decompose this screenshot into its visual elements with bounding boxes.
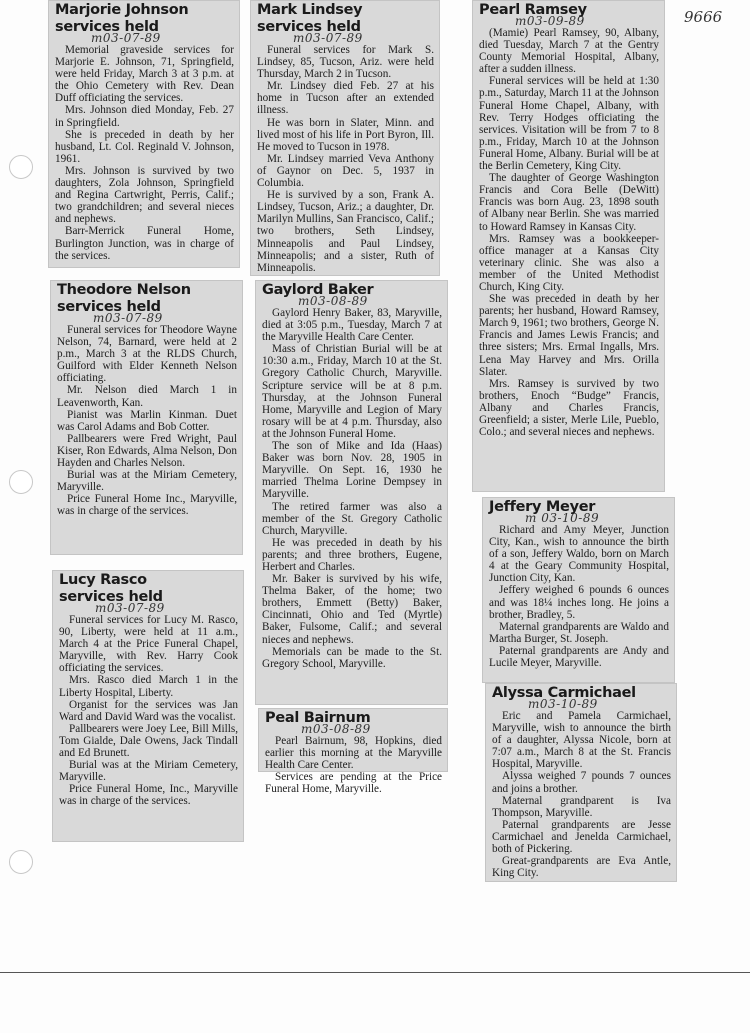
handwritten-date: m03-07-89 bbox=[93, 311, 163, 325]
handwritten-date: m03-07-89 bbox=[91, 31, 161, 45]
paragraph: Mrs. Ramsey is survived by two brothers, Enoch “Budge” Francis, Albany and Charles Francis, Greenfield; a sister, Merle Lile, Pueblo, Colo.; and several nieces and nephews. bbox=[479, 377, 659, 439]
punch-hole bbox=[9, 850, 33, 874]
headline: Theodore Nelson services held bbox=[57, 282, 191, 315]
paragraph: Mrs. Johnson is survived by two daughters, Zola Johnson, Springfield and Regina Cartwright, Perris, Calif.; two grandchildren; and several nieces and nephews. bbox=[55, 164, 234, 226]
paragraph: Mr. Lindsey married Veva Anthony of Gaynor on Dec. 5, 1937 in Columbia. bbox=[257, 152, 434, 190]
clipping-mark-lindsey bbox=[250, 0, 440, 276]
paragraph: The son of Mike and Ida (Haas) Baker was born Nov. 28, 1905 in Maryville. On Sept. 16, 1930 he married Thelma Lorine Dempsey in Maryville. bbox=[262, 440, 442, 501]
paragraph: (Mamie) Pearl Ramsey, 90, Albany, died Tuesday, March 7 at the Gentry County Memorial Hospital, Albany, after a sudden illness. bbox=[479, 27, 659, 76]
paragraph: Jeffery weighed 6 pounds 6 ounces and was 18¼ inches long. He joins a brother, Bradley, 5. bbox=[489, 584, 669, 621]
paragraph: Maternal grandparent is Iva Thompson, Maryville. bbox=[492, 794, 671, 819]
paragraph: Mr. Baker is survived by his wife, Thelma Baker, of the home; two brothers, Emmett (Betty) Baker, Cincinnati, Ohio and Ted (Myrtle) Baker, Fulsome, Calif.; and several nieces and nephews. bbox=[262, 573, 442, 646]
paragraph: The retired farmer was also a member of the St. Gregory Catholic Church, Maryville. bbox=[262, 500, 442, 537]
paragraph: Funeral services for Lucy M. Rasco, 90, Liberty, were held at 11 a.m., March 4 at the Price Funeral Chapel, Maryville, with Rev. Harry Cook officiating the services. bbox=[59, 614, 238, 675]
paragraph: Barr-Merrick Funeral Home, Burlington Junction, was in charge of the services. bbox=[55, 225, 234, 262]
paragraph: Burial was at the Miriam Cemetery, Maryville. bbox=[59, 759, 238, 784]
headline: Alyssa Carmichael bbox=[492, 685, 636, 701]
punch-hole bbox=[9, 155, 33, 179]
paragraph: Funeral services will be held at 1:30 p.m., Saturday, March 11 at the Johnson Funeral Home Chapel, Albany, with Rev. Terry Hodges officiating the services. Visitation will be from 7 to 8 p.m., Friday, March 10 at the Johnson Funeral Home, Albany. Burial will be at the Berlin Cemetery, King City. bbox=[479, 75, 659, 173]
paragraph: Mr. Lindsey died Feb. 27 at his home in Tucson after an extended illness. bbox=[257, 80, 434, 117]
paragraph: Maternal grandparents are Waldo and Martha Burger, St. Joseph. bbox=[489, 620, 669, 645]
headline: Mark Lindsey services held bbox=[257, 2, 363, 35]
paragraph: Pianist was Marlin Kinman. Duet was Carol Adams and Bob Cotter. bbox=[57, 408, 237, 433]
paragraph: Paternal grandparents are Jesse Carmichael and Jenelda Carmichael, both of Pickering. bbox=[492, 818, 671, 856]
clipping-theodore-nelson bbox=[50, 280, 243, 555]
paragraph: He was preceded in death by his parents; and three brothers, Eugene, Herbert and Charles. bbox=[262, 536, 442, 573]
paragraph: She is preceded in death by her husband, Lt. Col. Reginald V. Johnson, 1961. bbox=[55, 128, 234, 165]
paragraph: Alyssa weighed 7 pounds 7 ounces and joins a brother. bbox=[492, 770, 671, 795]
paragraph: He was born in Slater, Minn. and lived most of his life in Port Byron, Ill. He moved to Tucson in 1978. bbox=[257, 116, 434, 153]
handwritten-date: m03-10-89 bbox=[528, 697, 598, 711]
headline: Gaylord Baker bbox=[262, 282, 374, 298]
clipping-lucy-rasco bbox=[52, 570, 244, 842]
handwritten-date: m03-08-89 bbox=[298, 294, 368, 308]
paragraph: Gaylord Henry Baker, 83, Maryville, died at 3:05 p.m., Tuesday, March 7 at the Maryville Health Care Center. bbox=[262, 307, 442, 344]
paragraph: Memorial graveside services for Marjorie E. Johnson, 71, Springfield, were held Friday, March 3 at 3 p.m. at the Ohio Cemetery with Rev. Dean Duff officiating the services. bbox=[55, 44, 234, 105]
page-edge-line bbox=[0, 972, 750, 973]
paragraph: Organist for the services was Jan Ward and David Ward was the vocalist. bbox=[59, 698, 238, 723]
paragraph: Price Funeral Home Inc., Maryville, was in charge of the services. bbox=[57, 493, 237, 518]
paragraph: Mrs. Rasco died March 1 in the Liberty Hospital, Liberty. bbox=[59, 674, 238, 699]
paragraph: Services are pending at the Price Funeral Home, Maryville. bbox=[265, 771, 442, 796]
headline: Peal Bairnum bbox=[265, 710, 371, 726]
paragraph: Pallbearers were Fred Wright, Paul Kiser, Ron Edwards, Alma Nelson, Don Hayden and Charles Nelson. bbox=[57, 432, 237, 470]
headline: Lucy Rasco services held bbox=[59, 572, 163, 605]
paragraph: Eric and Pamela Carmichael, Maryville, wish to announce the birth of a daughter, Alyssa Nicole, born at 7:07 a.m., March 8 at the St. Francis Hospital, Maryville. bbox=[492, 710, 671, 771]
paragraph: Funeral services for Theodore Wayne Nelson, 74, Barnard, were held at 2 p.m., March 3 at the RLDS Church, Guilford with Elder Kenneth Nelson officiating. bbox=[57, 324, 237, 385]
paragraph: Price Funeral Home, Inc., Maryville was in charge of the services. bbox=[59, 783, 238, 808]
paragraph: Great-grandparents are Eva Antle, King City. bbox=[492, 855, 671, 880]
paragraph: Mrs. Ramsey was a bookkeeper-office manager at a Kansas City veterinary clinic. She was also a member of the United Methodist Church, King City. bbox=[479, 232, 659, 293]
clipping-marjorie-johnson bbox=[48, 0, 240, 268]
handwritten-date: m03-07-89 bbox=[293, 31, 363, 45]
handwritten-date: m03-09-89 bbox=[515, 14, 585, 28]
paragraph: Pearl Bairnum, 98, Hopkins, died earlier this morning at the Maryville Health Care Center. bbox=[265, 735, 442, 772]
headline: Pearl Ramsey bbox=[479, 2, 587, 18]
headline: Jeffery Meyer bbox=[489, 499, 596, 515]
paragraph: Mrs. Johnson died Monday, Feb. 27 in Springfield. bbox=[55, 104, 234, 129]
clipping-jeffery-meyer bbox=[482, 497, 675, 683]
paragraph: Mr. Nelson died March 1 in Leavenworth, Kan. bbox=[57, 384, 237, 409]
punch-hole bbox=[9, 470, 33, 494]
paragraph: Memorials can be made to the St. Gregory School, Maryville. bbox=[262, 645, 442, 670]
clipping-pearl-ramsey bbox=[472, 0, 665, 492]
clipping-gaylord-baker bbox=[255, 280, 448, 705]
paragraph: She was preceded in death by her parents; her husband, Howard Ramsey, March 9, 1961; two brothers, George N. Francis and James Lewis Francis; and three sisters; Mrs. Ermal Ingalls, Mrs. Lena May Harvey and Mrs. Orilla Slater. bbox=[479, 293, 659, 378]
paragraph: Mass of Christian Burial will be at 10:30 a.m., Friday, March 10 at the St. Gregory Catholic Church, Maryville. Scripture service will be at 8 p.m. Thursday, at the Johnson Funeral Home, Maryville and Legion of Mary rosary will be at 4 p.m. Thursday, also at the Johnson Funeral Home. bbox=[262, 343, 442, 440]
paragraph: Funeral services for Mark S. Lindsey, 85, Tucson, Ariz. were held Thursday, March 2 in Tucson. bbox=[257, 44, 434, 81]
handwritten-date: m 03-10-89 bbox=[525, 511, 600, 525]
paragraph: Paternal grandparents are Andy and Lucile Meyer, Maryville. bbox=[489, 644, 669, 670]
paragraph: Burial was at the Miriam Cemetery, Maryville. bbox=[57, 469, 237, 494]
handwritten-date: m03-07-89 bbox=[95, 601, 165, 615]
paragraph: Richard and Amy Meyer, Junction City, Kan., wish to announce the birth of a son, Jeffery Waldo, born on March 4 at the Geary Community Hospital, Junction City, Kan. bbox=[489, 524, 669, 585]
headline: Marjorie Johnson services held bbox=[55, 2, 189, 35]
handwritten-page-number: 9666 bbox=[684, 8, 723, 26]
paragraph: The daughter of George Washington Francis and Cora Belle (DeWitt) Francis was born Aug. 23, 1898 south of Albany near Berlin. She was married to Howard Ramsey in Kansas City. bbox=[479, 172, 659, 233]
clipping-alyssa-carmichael bbox=[485, 683, 677, 882]
paragraph: Pallbearers were Joey Lee, Bill Mills, Tom Gialde, Dale Owens, Jack Tindall and Ed Brunett. bbox=[59, 722, 238, 760]
handwritten-date: m03-08-89 bbox=[301, 722, 371, 736]
paragraph: He is survived by a son, Frank A. Lindsey, Tucson, Ariz.; a daughter, Dr. Marilyn Mullins, San Francisco, Calif.; two brothers, Seth Lindsey, Minneapolis and Paul Lindsey, Minneapolis; and a sister, Ruth of Minneapolis. bbox=[257, 189, 434, 274]
clipping-peal-bairnum bbox=[258, 708, 448, 796]
